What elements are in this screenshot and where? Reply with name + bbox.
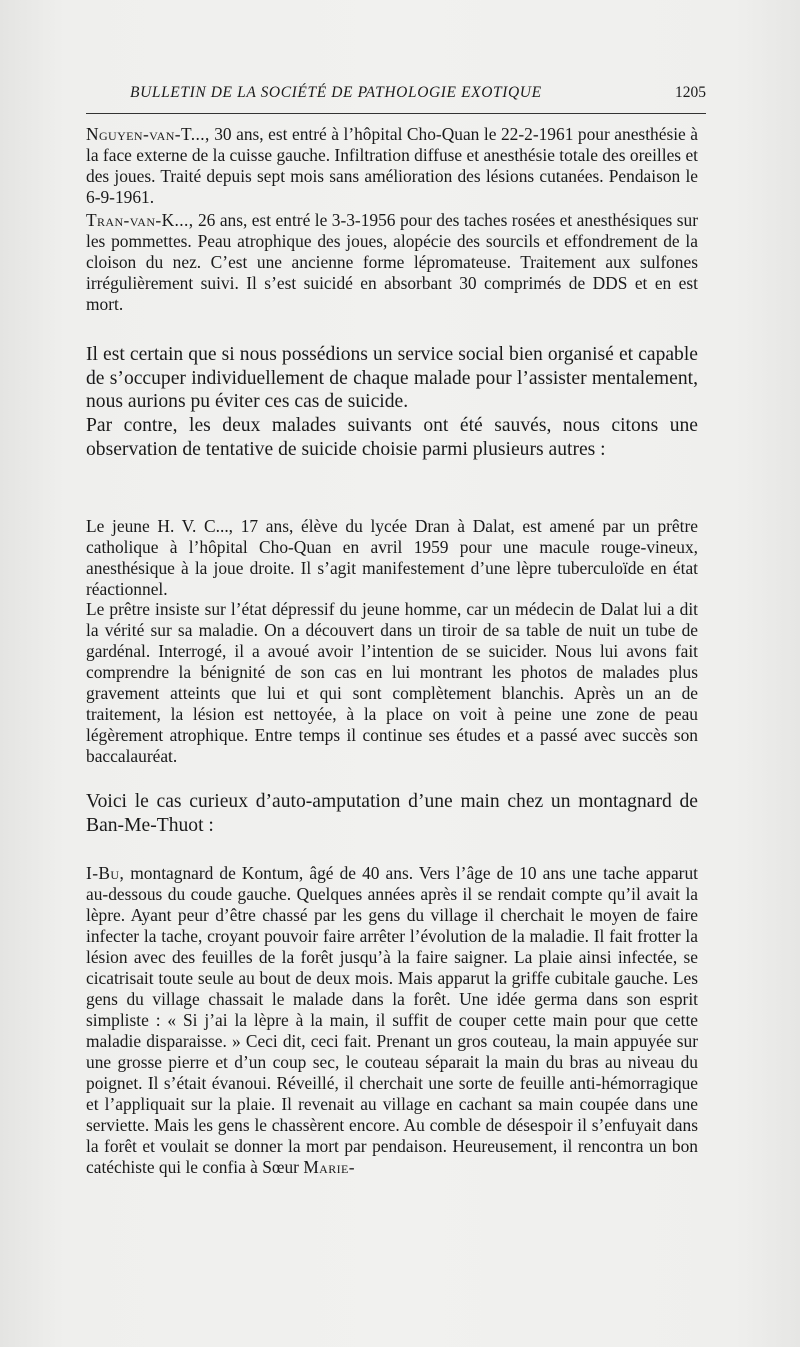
- case-observation-4: [86, 863, 698, 1178]
- patient-name: Nguyen-van-T...,: [86, 124, 210, 144]
- case-text: montagnard de Kontum, âgé de 40 ans. Vers l’âge de 10 ans une tache apparut au-dessous du coude gauche. Quelques années après il se rendait compte qu’il avait la lèpre. Ayant peur d’être chassé par les gens du village il cherchait le moyen de faire infecter la tache, croyant pouvoir faire arrêter l’évolution de la maladie. Il fait frotter la lésion avec des feuilles de la forêt jusqu’à la faire saigner. La plaie ainsi infectée, se cicatrisait toute seule au bout de deux mois. Mais apparut la griffe cubitale gauche. Les gens du village chassait le malade dans la forêt. Une idée germa dans son esprit simpliste : « Si j’ai la lèpre à la main, il suffit de couper cette main pour que cette maladie disparaisse. » Ceci dit, ceci fait. Prenant un gros couteau, la main appuyée sur une grosse pierre et d’un coup sec, le couteau séparait la main du bras au niveau du poignet. Il s’était évanoui. Réveillé, il cherchait une sorte de feuille anti-hémorragique et l’appliquait sur la plaie. Il revenait au village en cachant sa main coupée dans une serviette. Mais les gens le chassèrent encore. Au comble de désespoir il s’enfuyait dans la forêt et voulait se donner la mort par pendaison. Heureusement, il rencontra un bon catéchiste qui le confia à Sœur: [86, 863, 698, 1177]
- case-text: 26 ans, est entré le 3-3-1956 pour des taches rosées et anesthésiques sur les pommettes. Peau atrophique des joues, alopécie des sourcils et effondrement de la cloison du nez. C’est une ancienne forme lépromateuse. Traitement aux sulfones irrégulièrement suivi. Il s’est suicidé en absorbant 30 comprimés de DDS et en est mort.: [86, 210, 698, 314]
- running-title: BULLETIN DE LA SOCIÉTÉ DE PATHOLOGIE EXOTIQUE: [130, 84, 542, 101]
- page-number: 1205: [675, 84, 706, 101]
- trailing-name: Marie-: [303, 1157, 355, 1177]
- paragraph-text: Par contre, les deux malades suivants ont été sauvés, nous citons une observation de tentative de suicide choisie parmi plusieurs autres :: [86, 415, 698, 460]
- header-rule: [86, 113, 706, 114]
- patient-name: Tran-van-K...,: [86, 210, 194, 230]
- body-paragraph-1: [86, 343, 698, 414]
- case-text: 30 ans, est entré à l’hôpital Cho-Quan le 22-2-1961 pour anesthésie à la face externe de la cuisse gauche. Infiltration diffuse et anesthésie totale des oreilles et des joues. Traité depuis sept mois sans amélioration des lésions cutanées. Pendaison le 6-9-1961.: [86, 124, 698, 207]
- body-paragraph-3: [86, 790, 698, 837]
- case-observation-2: [86, 210, 698, 315]
- page-header: [118, 84, 706, 110]
- case-observation-3-continued: [86, 599, 698, 767]
- body-paragraph-2: [86, 414, 698, 461]
- case-paragraph-2: Le prêtre insiste sur l’état dépressif du jeune homme, car un médecin de Dalat lui a dit la vérité sur sa maladie. On a découvert dans un tiroir de sa table de nuit un tube de gardénal. Interrogé, il a avoué avoir l’intention de se suicider. Nous lui avons fait comprendre la bénignité de son cas en lui montrant les photos de malades plus gravement atteints que lui et qui sont complètement blanchis. Après un an de traitement, la lésion est nettoyée, à la place on voit à peine une zone de peau légèrement atrophique. Entre temps il continue ses études et a passé avec succès son baccalauréat.: [86, 599, 698, 766]
- patient-name: I-Bu,: [86, 863, 125, 883]
- case-observation-3: [86, 516, 698, 600]
- paragraph-text: Il est certain que si nous possédions un service social bien organisé et capable de s’occuper individuellement de chaque malade pour l’assister mentalement, nous aurions pu éviter ces cas de suicide.: [86, 344, 698, 412]
- case-paragraph-1: Le jeune H. V. C..., 17 ans, élève du lycée Dran à Dalat, est amené par un prêtre catholique à l’hôpital Cho-Quan en avril 1959 pour une macule rouge-vineux, anesthésique à la joue droite. Il s’agit manifestement d’une lèpre tuberculoïde en état réactionnel.: [86, 516, 698, 599]
- case-paragraph: [86, 863, 698, 1178]
- case-paragraph: [86, 210, 698, 315]
- paragraph-text: Voici le cas curieux d’auto-amputation d’une main chez un montagnard de Ban-Me-Thuot :: [86, 791, 698, 836]
- case-observation-1: [86, 124, 698, 208]
- case-paragraph: [86, 124, 698, 208]
